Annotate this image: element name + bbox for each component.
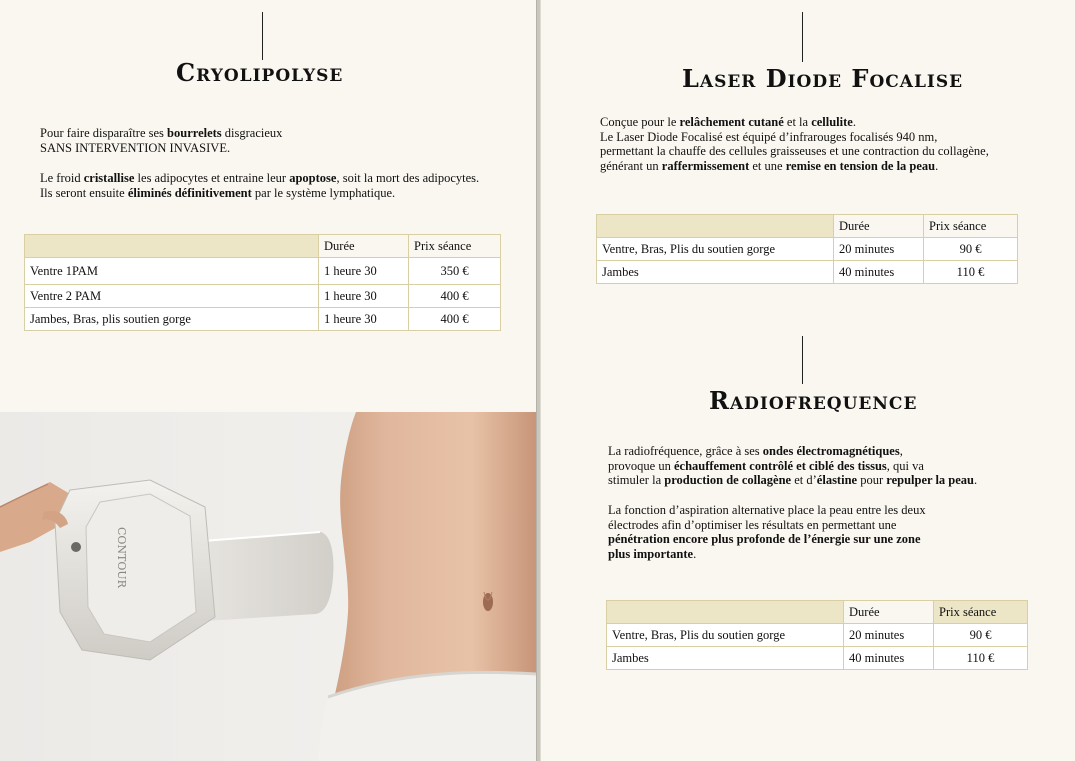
laser-price-table — [596, 214, 1018, 284]
zone-cell: Ventre 1PAM — [25, 258, 319, 285]
treatment-photo — [0, 412, 536, 761]
prix-cell: 350 € — [409, 258, 501, 285]
header-zone — [597, 215, 834, 238]
table-header-row — [597, 215, 1018, 238]
table-header-row — [25, 235, 501, 258]
zone-cell: Jambes, Bras, plis soutien gorge — [25, 308, 319, 331]
duree-cell: 40 minutes — [834, 261, 924, 284]
table-row — [607, 647, 1028, 670]
treatment-illustration — [0, 412, 536, 761]
duree-cell: 20 minutes — [844, 624, 934, 647]
prix-cell: 90 € — [924, 238, 1018, 261]
cryolipolyse-price-table — [24, 234, 501, 331]
heading-rule — [802, 336, 803, 384]
table-row — [607, 624, 1028, 647]
table-row — [597, 238, 1018, 261]
radiofrequence-description: La radiofréquence, grâce à ses ondes électromagnétiques, provoque un échauffement contrôlé et ciblé des tissus, qui va stimuler la production de collagène et d’élastine pour repulper la peau. — [608, 444, 978, 487]
cryolipolyse-intro: Pour faire disparaître ses bourrelets disgracieux SANS INTERVENTION INVASIVE. — [40, 126, 283, 155]
table-row — [25, 258, 501, 285]
duree-cell: 20 minutes — [834, 238, 924, 261]
table-header-row — [607, 601, 1028, 624]
zone-cell: Ventre, Bras, Plis du soutien gorge — [597, 238, 834, 261]
prix-cell: 400 € — [409, 285, 501, 308]
radiofrequence-price-table — [606, 600, 1028, 670]
left-page — [0, 0, 536, 761]
cryolipolyse-title: Cryolipolyse — [176, 58, 344, 87]
heading-rule — [262, 12, 263, 60]
table-row — [25, 308, 501, 331]
prix-cell: 90 € — [934, 624, 1028, 647]
laser-title: Laser Diode Focalise — [682, 64, 964, 93]
duree-cell: 1 heure 30 — [319, 308, 409, 331]
header-prix: Prix séance — [409, 235, 501, 258]
zone-cell: Ventre 2 PAM — [25, 285, 319, 308]
heading-rule — [802, 12, 803, 62]
header-zone — [25, 235, 319, 258]
cryolipolyse-description: Le froid cristallise les adipocytes et entraine leur apoptose, soit la mort des adipocytes. Ils seront ensuite éliminés définitivement par le système lymphatique. — [40, 171, 480, 200]
duree-cell: 40 minutes — [844, 647, 934, 670]
laser-description: Conçue pour le relâchement cutané et la cellulite. Le Laser Diode Focalisé est équipé d’infrarouges focalisés 940 nm, permettant la chauffe des cellules graisseuses et une contraction du collagène, générant un raffermissement et une remise en tension de la peau. — [600, 115, 989, 173]
prix-cell: 400 € — [409, 308, 501, 331]
prix-cell: 110 € — [924, 261, 1018, 284]
table-row — [25, 285, 501, 308]
right-page — [541, 0, 1075, 761]
table-row — [597, 261, 1018, 284]
radiofrequence-aspiration: La fonction d’aspiration alternative place la peau entre les deux électrodes afin d’optimiser les résultats en permettant une pénétration encore plus profonde de l’énergie sur une zone plus importante. — [608, 503, 926, 561]
header-prix: Prix séance — [934, 601, 1028, 624]
duree-cell: 1 heure 30 — [319, 285, 409, 308]
zone-cell: Ventre, Bras, Plis du soutien gorge — [607, 624, 844, 647]
device-brand-text: CONTOUR — [115, 527, 128, 588]
header-zone — [607, 601, 844, 624]
header-prix: Prix séance — [924, 215, 1018, 238]
duree-cell: 1 heure 30 — [319, 258, 409, 285]
prix-cell: 110 € — [934, 647, 1028, 670]
header-duree: Durée — [834, 215, 924, 238]
header-duree: Durée — [319, 235, 409, 258]
radiofrequence-title: Radiofrequence — [709, 386, 918, 415]
header-duree: Durée — [844, 601, 934, 624]
zone-cell: Jambes — [597, 261, 834, 284]
zone-cell: Jambes — [607, 647, 844, 670]
